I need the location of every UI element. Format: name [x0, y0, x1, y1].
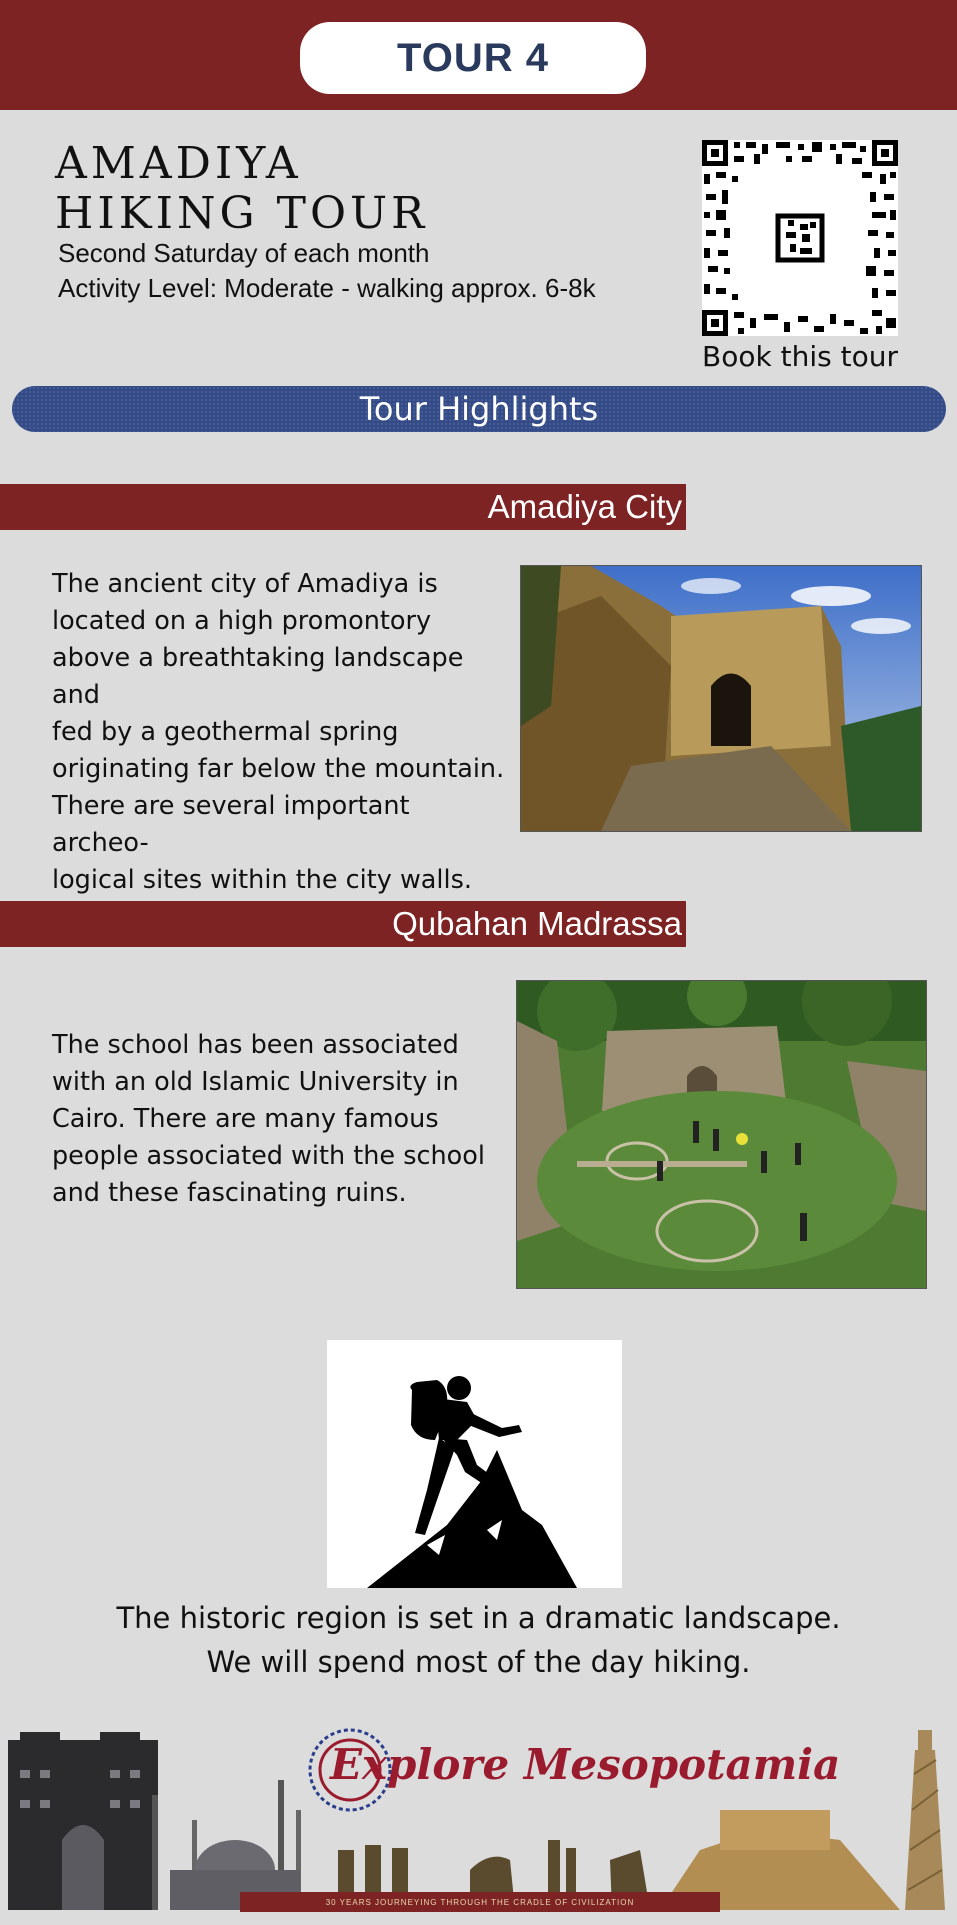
tour-schedule: Second Saturday of each month — [58, 238, 430, 268]
closing-line-2: We will spend most of the day hiking. — [206, 1645, 751, 1679]
qubahan-ruins-photo — [516, 980, 927, 1289]
section-title-amadiya-city: Amadiya City — [0, 484, 686, 530]
tour-title-line1: AMADIYA — [55, 138, 302, 189]
tour-title-line2: HIKING TOUR — [55, 188, 429, 239]
brand-logo-text: Explore Mesopotamia — [330, 1740, 841, 1789]
qr-code[interactable] — [702, 140, 898, 336]
hiker-silhouette-image — [327, 1340, 622, 1588]
closing-line-1: The historic region is set in a dramatic landscape. — [116, 1601, 841, 1635]
activity-level: Activity Level: Moderate - walking approx. 6-8k — [58, 273, 596, 303]
qr-code-graphic — [702, 140, 898, 336]
section-text-qubahan-madrassa: The school has been associated with an old Islamic University in Cairo. There are many famous people associated with the school and these fascinating ruins. — [52, 1030, 485, 1208]
tour-number-badge: TOUR 4 — [300, 22, 646, 94]
amadiya-gate-photo — [520, 565, 922, 832]
brand-tagline: 30 YEARS JOURNEYING THROUGH THE CRADLE OF CIVILIZATION — [240, 1892, 720, 1912]
book-tour-label[interactable]: Book this tour — [702, 340, 898, 373]
tour-highlights-banner: Tour Highlights — [12, 386, 946, 432]
section-title-qubahan-madrassa: Qubahan Madrassa — [0, 901, 686, 947]
section-text-amadiya-city: The ancient city of Amadiya is located on a high promontory above a breathtaking landscape and fed by a geothermal spring originating far below the mountain. There are several important archeo- logical sites within the city walls. — [52, 569, 505, 895]
